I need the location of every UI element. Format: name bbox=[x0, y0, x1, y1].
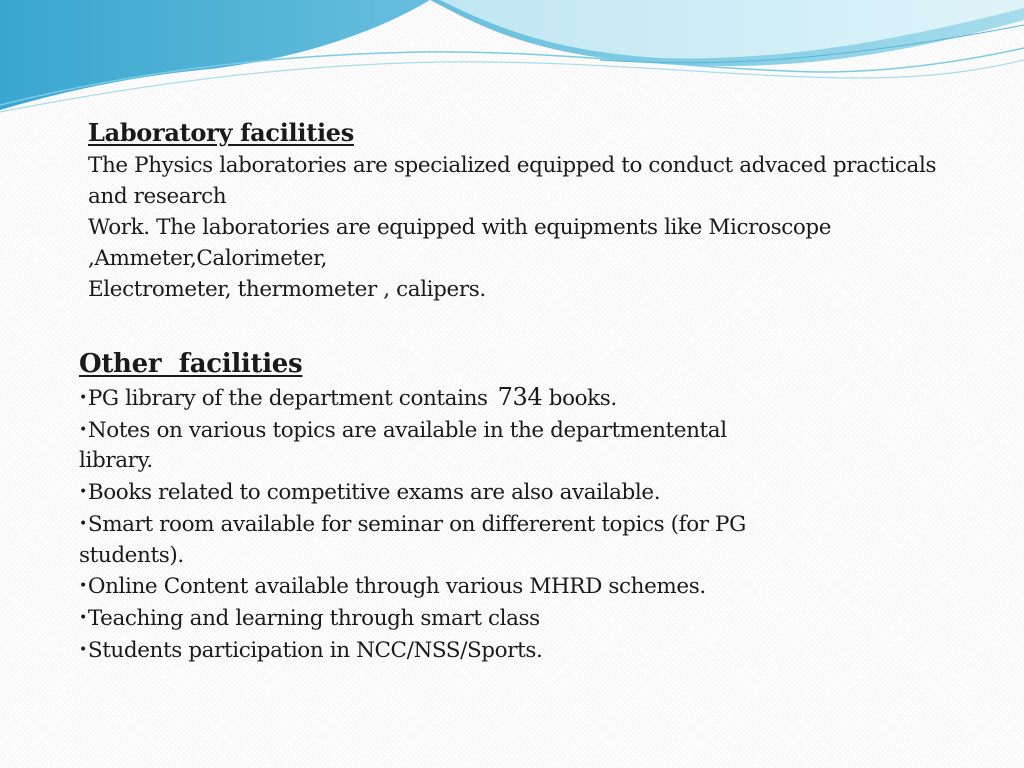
laboratory-line-3: Work. The laboratories are equipped with equipments like Microscope bbox=[88, 215, 832, 240]
notes-text-continued: library. bbox=[79, 448, 153, 474]
list-item bbox=[79, 635, 979, 667]
laboratory-line-5: Electrometer, thermometer , calipers. bbox=[88, 277, 486, 302]
online-content-text: Online Content available through various MHRD schemes. bbox=[87, 574, 706, 600]
list-item bbox=[79, 603, 979, 635]
books-text: Books related to competitive exams are also available. bbox=[87, 480, 661, 506]
smart-class-text: Teaching and learning through smart class bbox=[87, 605, 540, 631]
bullet-icon: • bbox=[79, 578, 87, 595]
participation-text: Students participation in NCC/NSS/Sports. bbox=[87, 637, 543, 663]
other-facilities-section bbox=[79, 346, 979, 666]
bullet-icon: • bbox=[79, 484, 87, 501]
other-facilities-heading: Other facilities bbox=[79, 349, 303, 379]
header-wave-decoration bbox=[0, 0, 1024, 120]
laboratory-heading: Laboratory facilities bbox=[88, 118, 354, 147]
list-item bbox=[79, 415, 979, 477]
laboratory-line-4: ,Ammeter,Calorimeter, bbox=[88, 246, 328, 271]
bullet-icon: • bbox=[79, 515, 87, 532]
facilities-list bbox=[79, 382, 979, 666]
laboratory-section bbox=[88, 116, 988, 305]
laboratory-line-1: The Physics laboratories are specialized equipped to conduct advaced practicals bbox=[88, 153, 937, 178]
bullet-icon: • bbox=[79, 390, 87, 406]
laboratory-description bbox=[88, 150, 988, 305]
notes-text: Notes on various topics are available in the departmentental bbox=[87, 417, 727, 443]
smart-room-text: Smart room available for seminar on differerent topics (for PG bbox=[87, 511, 746, 537]
bullet-icon: • bbox=[79, 421, 87, 438]
bullet-icon: • bbox=[79, 609, 87, 626]
library-text-suffix: books. bbox=[542, 386, 617, 411]
book-count: 734 bbox=[497, 383, 543, 411]
list-item bbox=[79, 571, 979, 603]
bullet-icon: • bbox=[79, 641, 87, 658]
library-text: PG library of the department contains bbox=[87, 386, 488, 411]
laboratory-line-2: and research bbox=[88, 184, 227, 209]
list-item bbox=[79, 382, 979, 415]
list-item bbox=[79, 477, 979, 509]
smart-room-text-continued: students). bbox=[79, 542, 184, 568]
list-item bbox=[79, 509, 979, 571]
